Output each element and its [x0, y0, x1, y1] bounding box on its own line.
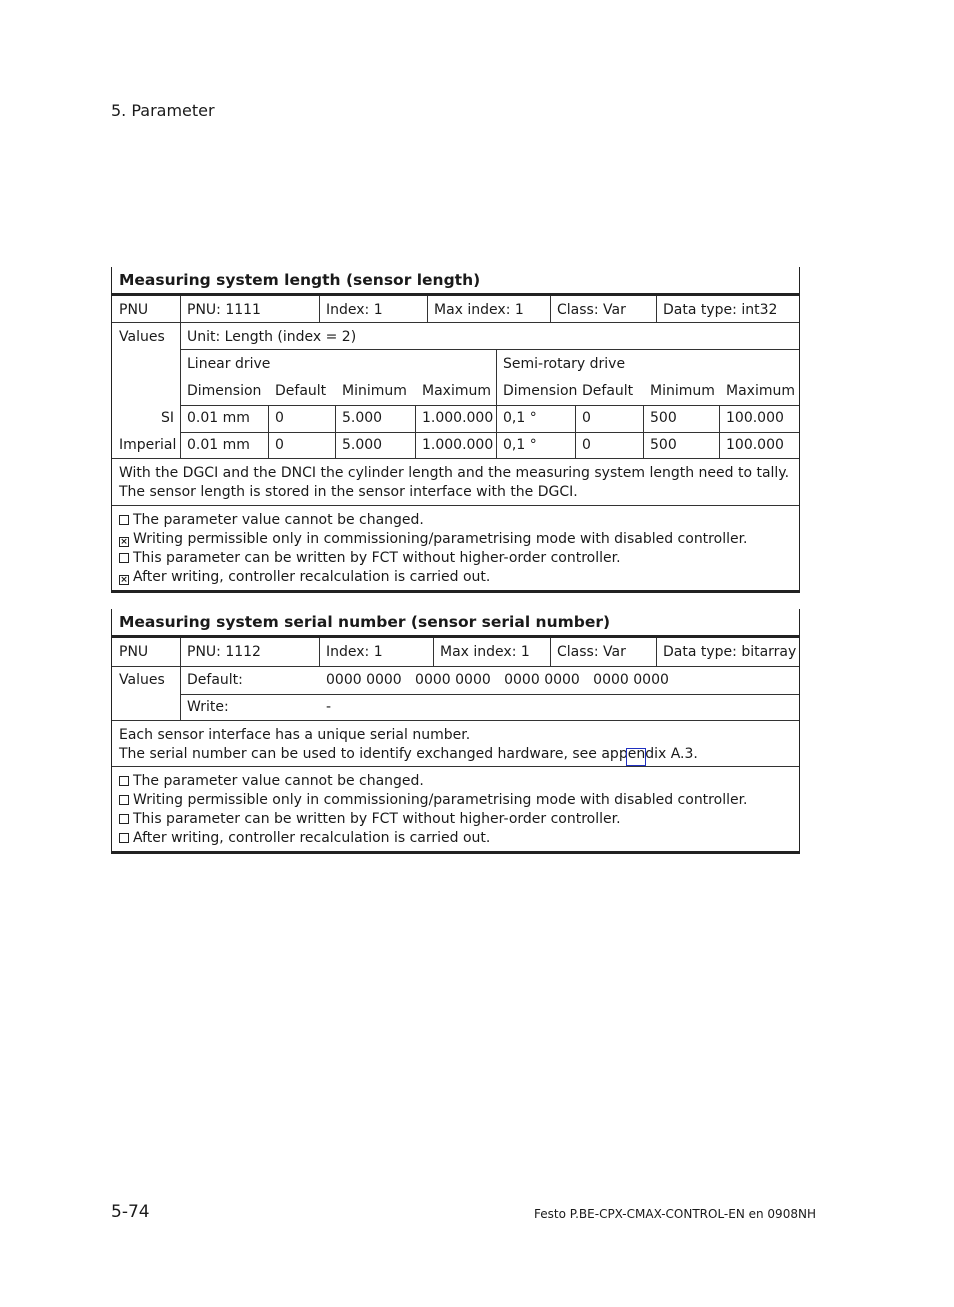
row-label-imperial: Imperial	[119, 437, 177, 453]
flag-text: This parameter can be written by FCT without higher-order controller.	[133, 811, 621, 827]
col-header: Maximum	[726, 383, 795, 399]
imperial-cell: 0.01 mm	[187, 437, 250, 453]
col-header: Maximum	[422, 383, 491, 399]
imperial-cell: 0,1 °	[503, 437, 537, 453]
col-header: Dimension	[503, 383, 578, 399]
flag-item	[119, 549, 792, 568]
checkbox-icon	[119, 814, 129, 824]
table-title: Measuring system serial number (sensor serial number)	[112, 609, 799, 638]
imperial-cell: 1.000.000	[422, 437, 494, 453]
class-value: Class: Var	[557, 302, 626, 318]
imperial-cell: 500	[650, 437, 677, 453]
flag-text: Writing permissible only in commissioning/parametrising mode with disabled controller.	[133, 792, 748, 808]
values-block	[112, 667, 799, 721]
checkbox-icon	[119, 515, 129, 525]
col-header: Minimum	[342, 383, 407, 399]
checkbox-checked-icon: ×	[120, 537, 128, 547]
pnu-row	[112, 638, 799, 667]
checkbox-icon	[119, 795, 129, 805]
values-label: Values	[119, 329, 165, 345]
flag-item	[119, 568, 792, 587]
max-index-value: Max index: 1	[440, 644, 530, 660]
default-value: 0000 0000 0000 0000 0000 0000 0000 0000	[326, 672, 669, 688]
checkbox-icon	[119, 833, 129, 843]
flag-text: The parameter value cannot be changed.	[133, 512, 424, 528]
index-value: Index: 1	[326, 302, 383, 318]
parameter-table-sensor-length	[111, 267, 800, 593]
description-line: The sensor length is stored in the sensor interface with the DGCI.	[119, 484, 578, 500]
col-header: Default	[275, 383, 327, 399]
write-label: Write:	[187, 699, 229, 715]
document-id: Festo P.BE-CPX-CMAX-CONTROL-EN en 0908NH	[534, 1207, 816, 1221]
si-cell: 5.000	[342, 410, 383, 426]
max-index-value: Max index: 1	[434, 302, 524, 318]
row-label-si: SI	[161, 410, 175, 426]
unit-text: Unit: Length (index = 2)	[187, 329, 357, 345]
flag-item	[119, 511, 792, 530]
pnu-label: PNU	[119, 302, 149, 318]
pnu-value: PNU: 1111	[187, 302, 261, 318]
data-type-value: Data type: int32	[663, 302, 778, 318]
class-value: Class: Var	[557, 644, 626, 660]
flag-text: After writing, controller recalculation is carried out.	[133, 830, 491, 846]
si-cell: 0,1 °	[503, 410, 537, 426]
write-value: -	[326, 699, 332, 715]
si-cell: 0.01 mm	[187, 410, 250, 426]
checkbox-checked-icon: ×	[120, 575, 128, 585]
si-cell: 0	[275, 410, 284, 426]
imperial-cell: 0	[582, 437, 591, 453]
pnu-value: PNU: 1112	[187, 644, 261, 660]
description	[112, 459, 799, 506]
flag-text: The parameter value cannot be changed.	[133, 773, 424, 789]
pnu-row	[112, 296, 799, 323]
data-type-value: Data type: bitarray	[663, 644, 797, 660]
pnu-label: PNU	[119, 644, 149, 660]
values-label: Values	[119, 672, 165, 688]
section-header: 5. Parameter	[111, 101, 215, 120]
flags-list	[112, 767, 799, 851]
semi-rotary-drive-label: Semi-rotary drive	[503, 356, 626, 372]
page-number: 5-74	[111, 1202, 150, 1222]
description-line: The serial number can be used to identify exchanged hardware, see appendix A.3.	[119, 746, 698, 762]
values-block	[112, 323, 799, 459]
parameter-table-sensor-serial-number	[111, 609, 800, 854]
linear-drive-label: Linear drive	[187, 356, 271, 372]
imperial-cell: 5.000	[342, 437, 383, 453]
flag-text: This parameter can be written by FCT without higher-order controller.	[133, 550, 621, 566]
checkbox-icon	[119, 776, 129, 786]
col-header: Dimension	[187, 383, 262, 399]
description	[112, 721, 799, 767]
checkbox-icon	[119, 553, 129, 563]
flag-item	[119, 791, 792, 810]
flag-text: After writing, controller recalculation is carried out.	[133, 569, 491, 585]
flags-list	[112, 506, 799, 590]
si-cell: 0	[582, 410, 591, 426]
col-header: Minimum	[650, 383, 715, 399]
imperial-cell: 100.000	[726, 437, 784, 453]
flag-item	[119, 829, 792, 848]
table-title: Measuring system length (sensor length)	[112, 267, 799, 296]
flag-item	[119, 810, 792, 829]
default-label: Default:	[187, 672, 243, 688]
flag-text: Writing permissible only in commissioning/parametrising mode with disabled controller.	[133, 531, 748, 547]
si-cell: 500	[650, 410, 677, 426]
flag-item	[119, 772, 792, 791]
description-line: Each sensor interface has a unique serial number.	[119, 727, 471, 743]
si-cell: 1.000.000	[422, 410, 494, 426]
col-header: Default	[582, 383, 634, 399]
index-value: Index: 1	[326, 644, 383, 660]
si-cell: 100.000	[726, 410, 784, 426]
imperial-cell: 0	[275, 437, 284, 453]
flag-item	[119, 530, 792, 549]
appendix-link-highlight[interactable]	[626, 748, 646, 766]
description-line: With the DGCI and the DNCI the cylinder length and the measuring system length need to tally.	[119, 465, 790, 481]
